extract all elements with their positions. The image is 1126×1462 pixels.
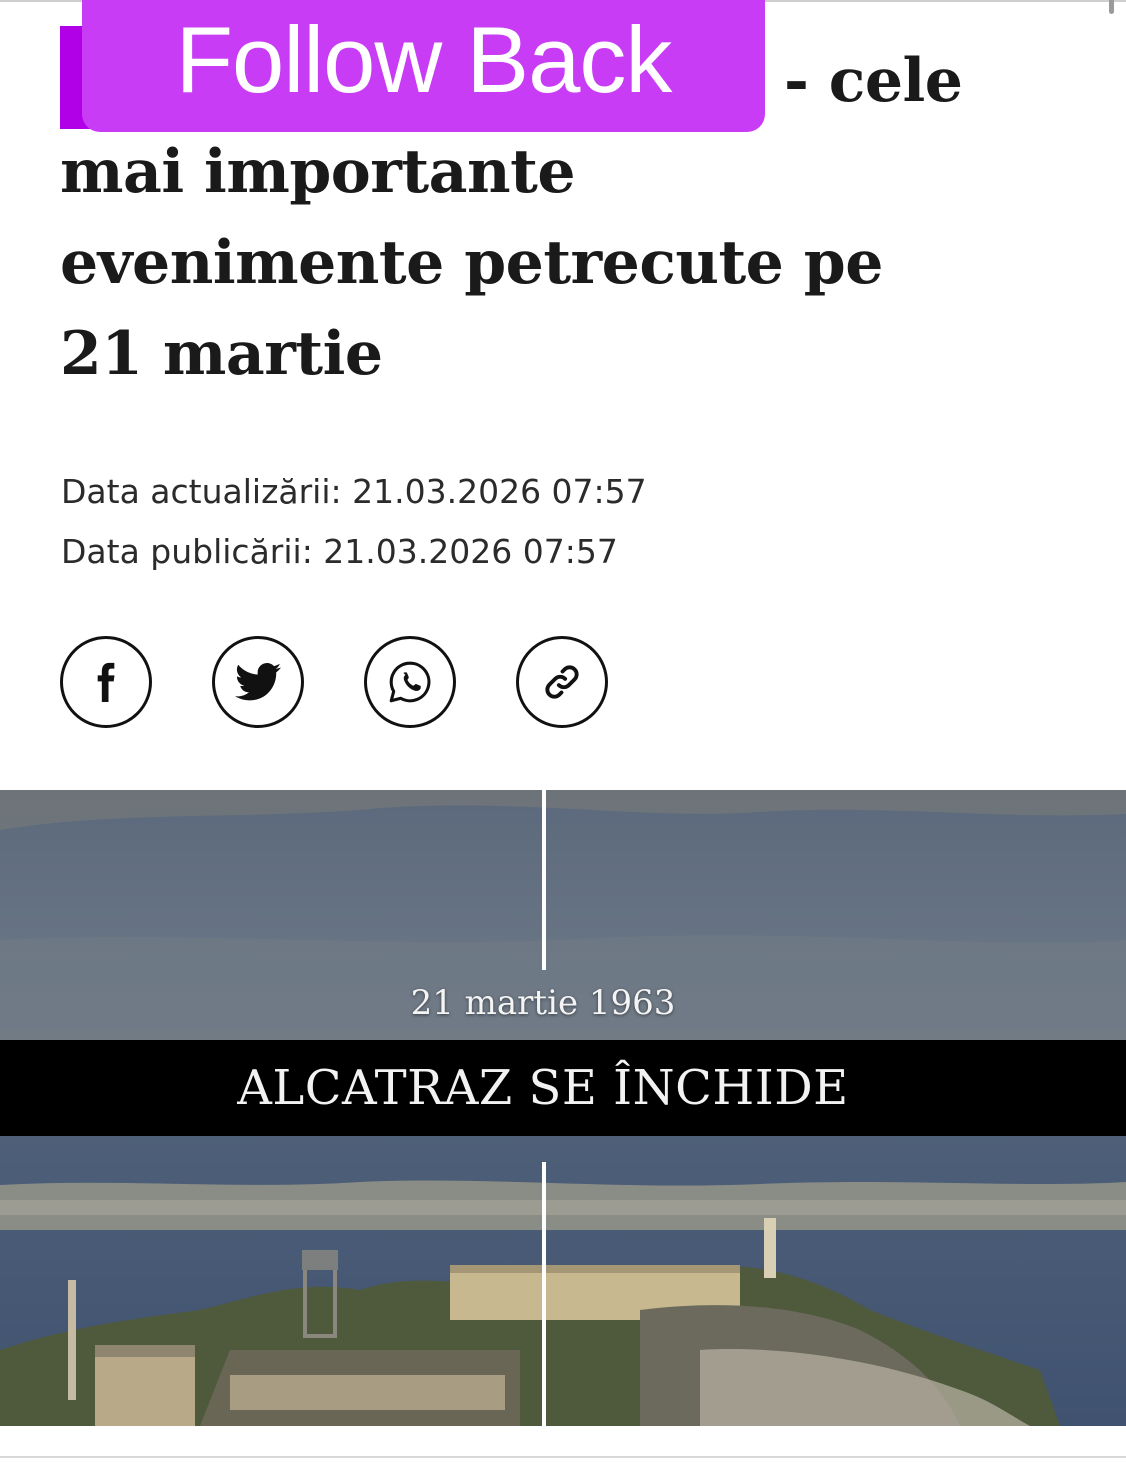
hero-image[interactable]: [0, 790, 1126, 1426]
link-icon: [541, 661, 583, 703]
title-line-1: - cele: [784, 46, 963, 116]
title-line-3: evenimente petrecute pe: [60, 228, 883, 298]
scroll-indicator[interactable]: [1109, 0, 1114, 14]
share-whatsapp-button[interactable]: [364, 636, 456, 728]
bottom-rule: [0, 1456, 1126, 1458]
updated-date: Data actualizării: 21.03.2026 07:57: [61, 472, 647, 511]
whatsapp-icon: [387, 659, 433, 705]
copy-link-button[interactable]: [516, 636, 608, 728]
published-date: Data publicării: 21.03.2026 07:57: [61, 532, 618, 571]
twitter-icon: [235, 662, 281, 702]
share-twitter-button[interactable]: [212, 636, 304, 728]
article-dates: [61, 462, 647, 582]
hero-caption-band: [0, 1040, 1126, 1136]
title-line-2: mai importante: [60, 137, 576, 207]
title-line-4: 21 martie: [60, 319, 383, 389]
share-facebook-button[interactable]: [60, 636, 152, 728]
follow-back-button[interactable]: Follow Back: [82, 0, 765, 132]
share-buttons: [60, 636, 608, 728]
hero-caption: ALCATRAZ SE ÎNCHIDE: [237, 1060, 849, 1116]
facebook-icon: [86, 662, 126, 702]
hero-date-text: 21 martie 1963: [410, 983, 676, 1023]
